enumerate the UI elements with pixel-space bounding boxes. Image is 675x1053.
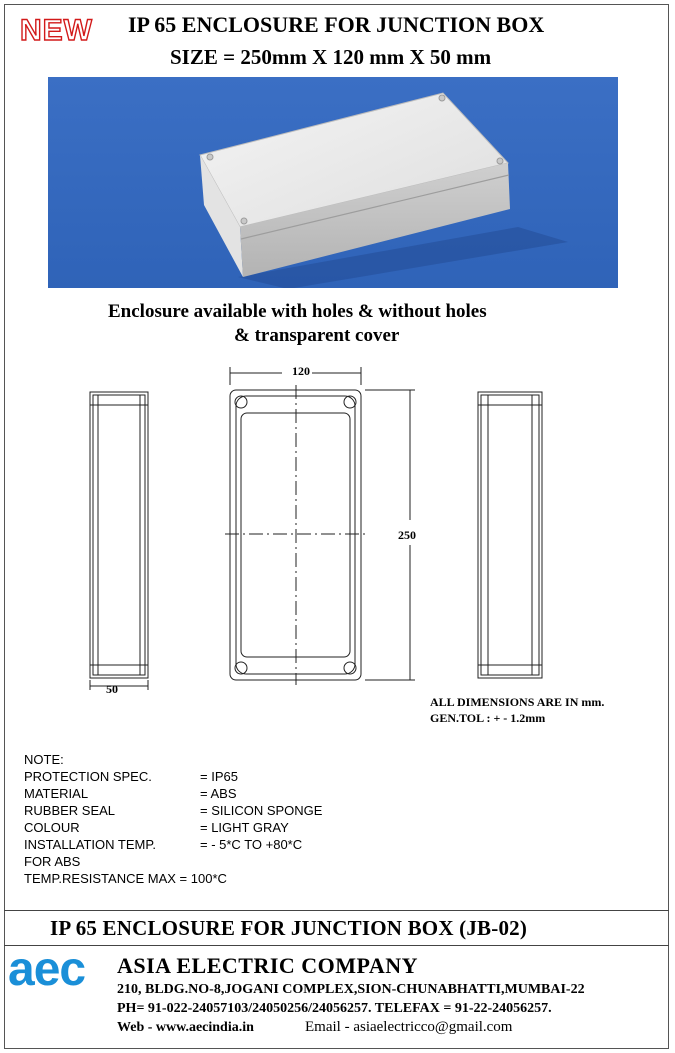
spec-last-line: TEMP.RESISTANCE MAX = 100*C	[24, 871, 227, 886]
spec-value: = LIGHT GRAY	[200, 820, 289, 835]
page-title: IP 65 ENCLOSURE FOR JUNCTION BOX	[128, 12, 545, 37]
spec-key: COLOUR	[24, 820, 80, 835]
aec-logo: aec	[8, 943, 86, 996]
spec-value: = IP65	[200, 769, 238, 784]
spec-row	[24, 836, 322, 853]
spec-row	[24, 802, 322, 819]
dimension-unit-note: ALL DIMENSIONS ARE IN mm.	[430, 695, 605, 709]
dimension-length: 250	[398, 528, 416, 542]
company-address: 210, BLDG.NO-8,JOGANI COMPLEX,SION-CHUNABHATTI,MUMBAI-22	[117, 982, 585, 997]
technical-drawing	[60, 355, 620, 700]
availability-caption: Enclosure available with holes & without holes	[108, 301, 487, 322]
dimension-depth: 50	[106, 682, 118, 696]
spec-key: MATERIAL	[24, 786, 89, 801]
section-divider	[4, 945, 669, 946]
front-view	[225, 367, 415, 685]
website-link[interactable]: Web - www.aecindia.in	[117, 1020, 254, 1035]
email-link[interactable]: Email - asiaelectricco@gmail.com	[305, 1019, 513, 1035]
size-subtitle: SIZE = 250mm X 120 mm X 50 mm	[170, 45, 492, 69]
company-phone: PH= 91-022-24057103/24050256/24056257. TELEFAX = 91-22-24056257.	[117, 1001, 552, 1016]
side-view-left	[90, 392, 148, 690]
spec-row	[24, 768, 322, 785]
enclosure-box-image	[48, 77, 618, 288]
spec-key: FOR ABS	[24, 854, 81, 869]
spec-row	[24, 785, 322, 802]
spec-key: RUBBER SEAL	[24, 803, 116, 818]
spec-value: = - 5*C TO +80*C	[200, 837, 303, 852]
spec-key: PROTECTION SPEC.	[24, 769, 152, 784]
spec-key: INSTALLATION TEMP.	[24, 837, 156, 852]
dimension-width: 120	[292, 364, 310, 378]
section-divider	[4, 910, 669, 911]
spec-value: = SILICON SPONGE	[200, 803, 323, 818]
availability-caption-cont: & transparent cover	[234, 325, 400, 346]
spec-list	[24, 751, 322, 887]
new-badge: NEW	[20, 14, 93, 47]
spec-row	[24, 819, 322, 836]
company-name: ASIA ELECTRIC COMPANY	[117, 953, 419, 978]
tolerance-note: GEN.TOL : + - 1.2mm	[430, 711, 546, 725]
spec-row	[24, 853, 322, 870]
spec-heading: NOTE:	[24, 752, 64, 767]
spec-value: = ABS	[200, 786, 237, 801]
enclosure-photo	[48, 77, 618, 288]
footer-title: IP 65 ENCLOSURE FOR JUNCTION BOX (JB-02)	[50, 916, 528, 940]
side-view-right	[478, 392, 542, 678]
